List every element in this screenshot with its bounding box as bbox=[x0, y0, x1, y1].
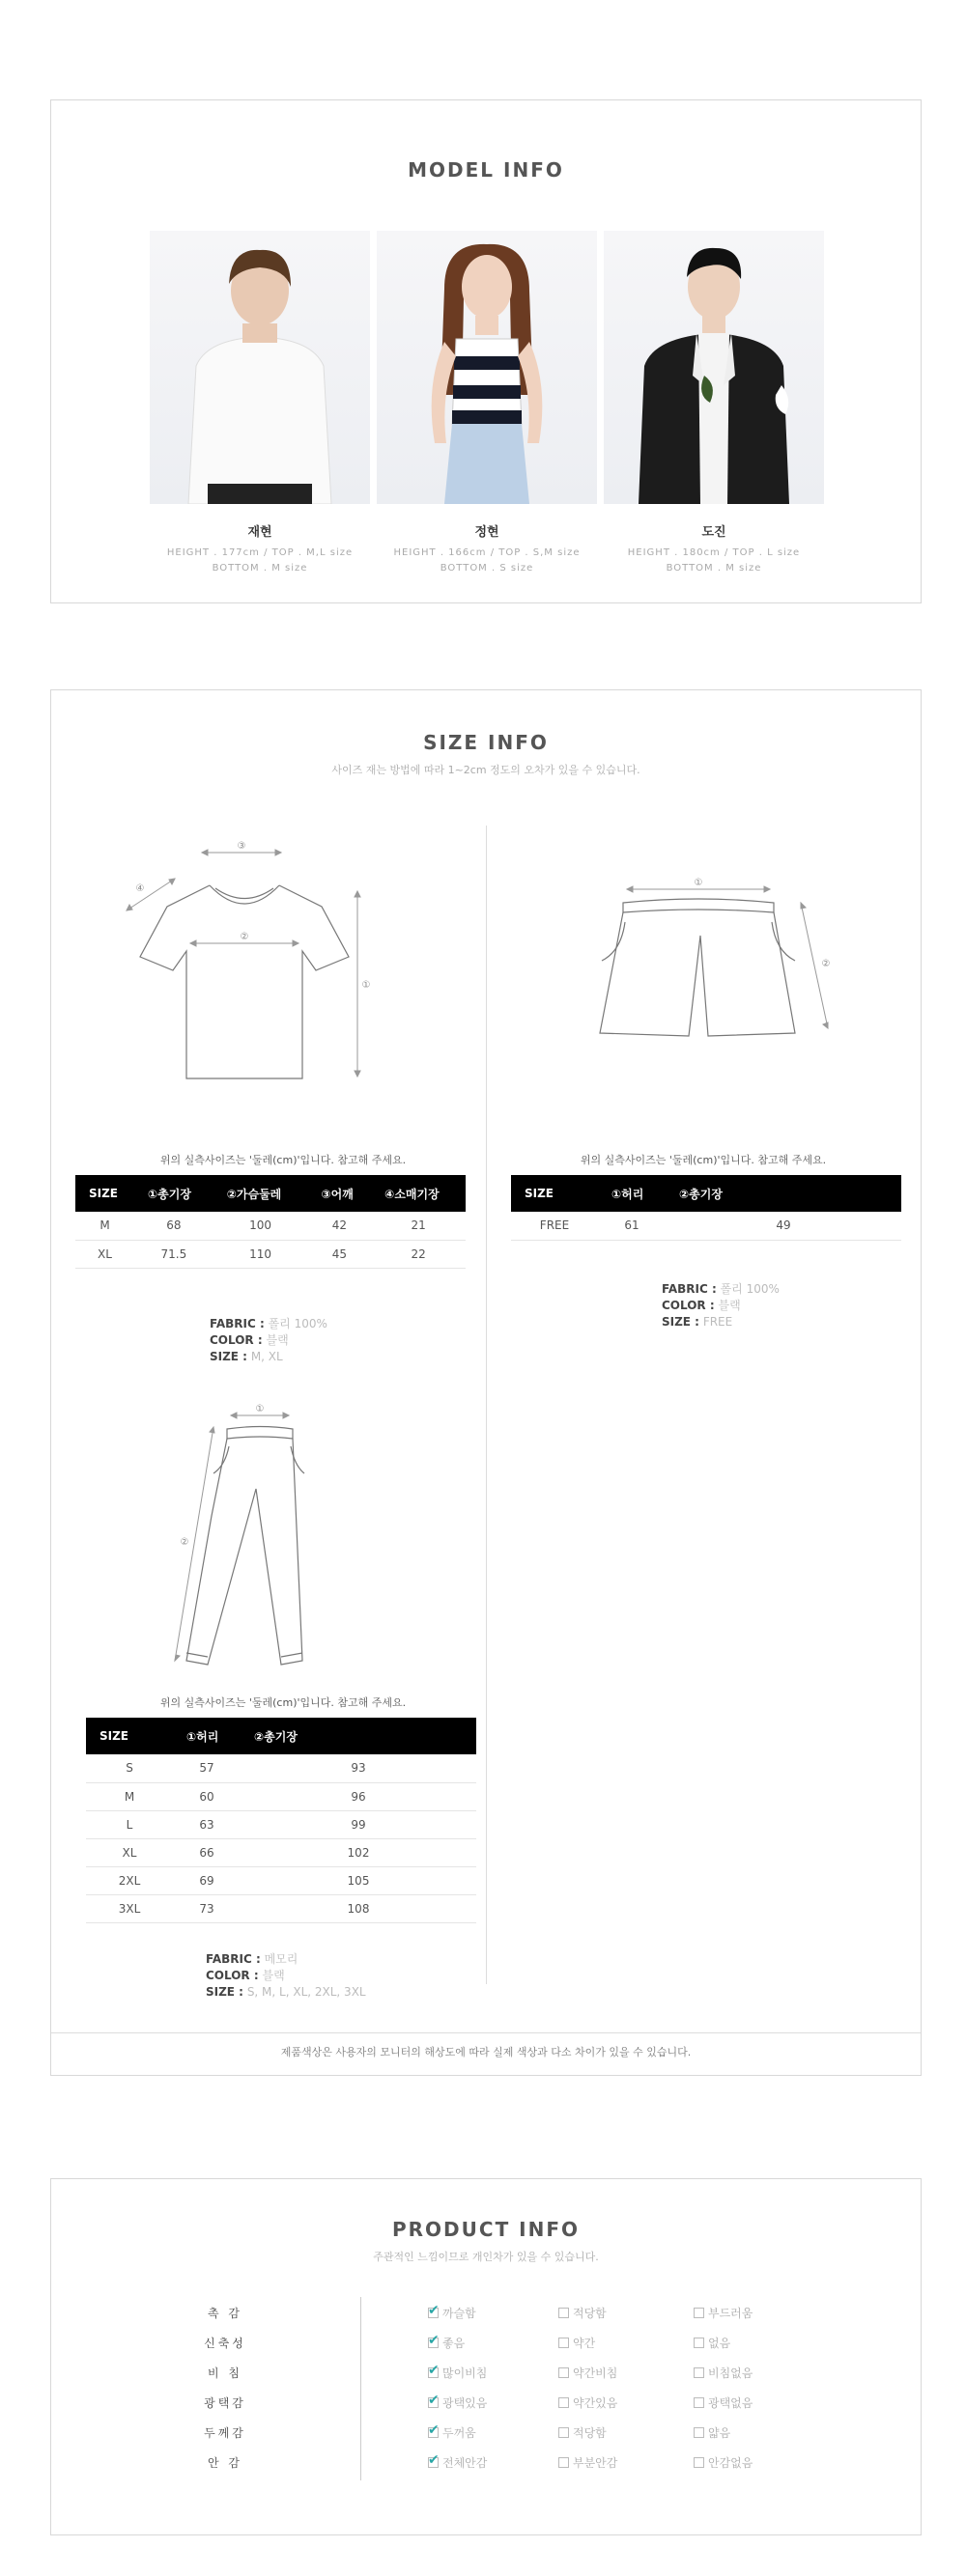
checked-box-icon bbox=[428, 2427, 439, 2438]
product-info-label: 신축성 bbox=[204, 2337, 246, 2350]
product-info-label: 안 감 bbox=[208, 2456, 242, 2470]
size-value: S, M, L, XL, 2XL, 3XL bbox=[246, 1985, 366, 1999]
table-header-cell: ④소매기장 bbox=[371, 1175, 466, 1212]
table-cell: 102 bbox=[241, 1838, 476, 1866]
product-info-label: 비 침 bbox=[208, 2366, 242, 2380]
product-info-row bbox=[51, 2454, 921, 2483]
checkbox-icon bbox=[694, 2367, 704, 2378]
product-info-option bbox=[694, 2305, 753, 2321]
table-cell: XL bbox=[86, 1838, 173, 1866]
tshirt-diagram bbox=[109, 835, 418, 1096]
svg-text:④: ④ bbox=[135, 883, 145, 894]
checked-box-icon bbox=[428, 2367, 439, 2378]
product-info-option bbox=[428, 2424, 476, 2441]
table-cell: 45 bbox=[308, 1240, 372, 1268]
option-label: 약간있음 bbox=[573, 2396, 618, 2410]
product-info-option bbox=[558, 2394, 617, 2411]
top-size-table bbox=[75, 1175, 466, 1269]
svg-text:①: ① bbox=[361, 980, 371, 991]
shorts-size-table bbox=[511, 1175, 901, 1241]
checkbox-icon bbox=[558, 2308, 569, 2318]
model-spec: HEIGHT . 180cm / TOP . L size bbox=[627, 547, 801, 558]
product-info-row bbox=[51, 2424, 921, 2453]
table-row bbox=[86, 1810, 476, 1838]
model-name: 도진 bbox=[701, 525, 726, 540]
fabric-value: 메모리 bbox=[264, 1952, 298, 1966]
option-label: 전체안감 bbox=[442, 2456, 488, 2470]
product-info-option bbox=[558, 2424, 607, 2441]
product-info-row bbox=[51, 2365, 921, 2394]
table-cell: S bbox=[86, 1754, 173, 1782]
pants-fabric-info: FABRIC : 메모리 COLOR : 블랙 SIZE : S, M, L, XL, 2XL, 3XL bbox=[206, 1952, 366, 1999]
product-info-label: 광택감 bbox=[204, 2396, 246, 2410]
table-header-cell: ②총기장 bbox=[241, 1718, 476, 1754]
table-row bbox=[511, 1212, 901, 1240]
option-label: 부분안감 bbox=[573, 2456, 618, 2470]
model-spec-bottom: BOTTOM . M size bbox=[666, 563, 762, 574]
model-card bbox=[150, 231, 370, 576]
pants-size-table bbox=[86, 1718, 476, 1923]
table-cell: 49 bbox=[666, 1212, 901, 1240]
checkbox-icon bbox=[694, 2457, 704, 2468]
model-photo bbox=[150, 231, 370, 504]
color-value: 블랙 bbox=[718, 1299, 741, 1312]
table-cell: M bbox=[86, 1782, 173, 1810]
checkbox-icon bbox=[694, 2338, 704, 2348]
checked-box-icon bbox=[428, 2308, 439, 2318]
color-value: 블랙 bbox=[262, 1969, 285, 1982]
option-label: 두꺼움 bbox=[442, 2426, 476, 2440]
fabric-value: 폴리 100% bbox=[268, 1317, 327, 1330]
table-row bbox=[86, 1866, 476, 1894]
measure-note: 위의 실측사이즈는 '둘레(cm)'입니다. 참고해 주세요. bbox=[159, 1154, 407, 1166]
table-cell: L bbox=[86, 1810, 173, 1838]
table-header-cell: ②가슴둘레 bbox=[213, 1175, 308, 1212]
table-cell: 100 bbox=[213, 1212, 308, 1240]
model-spec-bottom: BOTTOM . M size bbox=[212, 563, 308, 574]
table-row bbox=[86, 1894, 476, 1922]
pants-diagram bbox=[167, 1400, 399, 1680]
option-label: 많이비침 bbox=[442, 2366, 488, 2380]
footnote-divider bbox=[51, 2032, 921, 2033]
measure-note-right: 위의 실측사이즈는 '둘레(cm)'입니다. 참고해 주세요. bbox=[580, 1154, 827, 1166]
model-name: 재현 bbox=[247, 525, 272, 540]
table-header-cell: ①허리 bbox=[598, 1175, 666, 1212]
product-info-option bbox=[694, 2424, 730, 2441]
size-value: M, XL bbox=[250, 1350, 283, 1363]
option-label: 약간 bbox=[573, 2337, 596, 2350]
model-card bbox=[604, 231, 824, 576]
fabric-value: 폴리 100% bbox=[720, 1282, 780, 1296]
shorts-fabric-info: FABRIC : 폴리 100% COLOR : 블랙 SIZE : FREE bbox=[662, 1282, 780, 1329]
table-header-cell: SIZE bbox=[511, 1175, 598, 1212]
svg-text:①: ① bbox=[694, 878, 703, 888]
option-label: 까슬함 bbox=[442, 2307, 476, 2320]
table-header-cell: SIZE bbox=[75, 1175, 134, 1212]
measure-note-pants: 위의 실측사이즈는 '둘레(cm)'입니다. 참고해 주세요. bbox=[159, 1696, 407, 1709]
table-cell: 108 bbox=[241, 1894, 476, 1922]
product-info-row bbox=[51, 2305, 921, 2334]
table-cell: 42 bbox=[308, 1212, 372, 1240]
table-cell: 2XL bbox=[86, 1866, 173, 1894]
product-info-option bbox=[694, 2454, 753, 2471]
product-info-row bbox=[51, 2394, 921, 2423]
svg-text:③: ③ bbox=[237, 841, 246, 852]
shorts-diagram bbox=[563, 874, 892, 1048]
option-label: 안감없음 bbox=[708, 2456, 753, 2470]
table-row bbox=[75, 1240, 466, 1268]
model-photo bbox=[604, 231, 824, 504]
product-info-option bbox=[558, 2305, 607, 2321]
checkbox-icon bbox=[694, 2427, 704, 2438]
size-info-title: SIZE INFO bbox=[423, 731, 549, 754]
table-cell: 21 bbox=[371, 1212, 466, 1240]
product-info-option bbox=[694, 2394, 753, 2411]
table-cell: 63 bbox=[173, 1810, 241, 1838]
option-label: 적당함 bbox=[573, 2307, 607, 2320]
option-label: 좋음 bbox=[442, 2337, 466, 2350]
checked-box-icon bbox=[428, 2457, 439, 2468]
product-info-option bbox=[428, 2305, 476, 2321]
color-footnote: 제품색상은 사용자의 모니터의 해상도에 따라 실제 색상과 다소 차이가 있을 수 있습니다. bbox=[280, 2046, 692, 2058]
table-cell: FREE bbox=[511, 1212, 598, 1240]
model-spec: HEIGHT . 177cm / TOP . M,L size bbox=[166, 547, 354, 558]
size-value: FREE bbox=[702, 1315, 733, 1329]
model-info-title: MODEL INFO bbox=[408, 158, 564, 182]
table-header-cell: ②총기장 bbox=[666, 1175, 901, 1212]
svg-text:②: ② bbox=[240, 932, 249, 942]
table-header-cell: SIZE bbox=[86, 1718, 173, 1754]
table-cell: 96 bbox=[241, 1782, 476, 1810]
svg-text:①: ① bbox=[255, 1404, 265, 1414]
table-cell: XL bbox=[75, 1240, 134, 1268]
table-header-cell: ③어깨 bbox=[308, 1175, 372, 1212]
checkbox-icon bbox=[694, 2397, 704, 2408]
option-label: 약간비침 bbox=[573, 2366, 618, 2380]
size-info-subtitle: 사이즈 재는 방법에 따라 1~2cm 정도의 오차가 있을 수 있습니다. bbox=[331, 764, 640, 776]
svg-text:②: ② bbox=[821, 959, 831, 969]
checkbox-icon bbox=[558, 2397, 569, 2408]
product-info-option bbox=[694, 2335, 730, 2351]
table-cell: 73 bbox=[173, 1894, 241, 1922]
option-label: 얇음 bbox=[708, 2426, 731, 2440]
size-info-section bbox=[50, 689, 922, 2076]
checkbox-icon bbox=[694, 2308, 704, 2318]
product-info-title: PRODUCT INFO bbox=[391, 2218, 581, 2241]
option-label: 비침없음 bbox=[708, 2366, 753, 2380]
product-info-subtitle: 주관적인 느낌이므로 개인차가 있을 수 있습니다. bbox=[373, 2251, 599, 2263]
option-label: 없음 bbox=[708, 2337, 731, 2350]
table-header-cell: ①총기장 bbox=[134, 1175, 213, 1212]
table-cell: 60 bbox=[173, 1782, 241, 1810]
product-info-section bbox=[50, 2178, 922, 2535]
table-cell: 61 bbox=[598, 1212, 666, 1240]
product-info-option bbox=[558, 2454, 617, 2471]
option-label: 부드러움 bbox=[708, 2307, 753, 2320]
product-info-label: 두께감 bbox=[204, 2426, 246, 2440]
table-cell: 3XL bbox=[86, 1894, 173, 1922]
table-cell: M bbox=[75, 1212, 134, 1240]
top-fabric-info: FABRIC : 폴리 100% COLOR : 블랙 SIZE : M, XL bbox=[210, 1317, 327, 1363]
model-name: 정현 bbox=[474, 525, 499, 540]
product-info-label: 촉 감 bbox=[208, 2307, 242, 2320]
svg-text:②: ② bbox=[180, 1537, 189, 1548]
checkbox-icon bbox=[558, 2427, 569, 2438]
checkbox-icon bbox=[558, 2457, 569, 2468]
product-info-option bbox=[428, 2365, 487, 2381]
table-header-cell: ①허리 bbox=[173, 1718, 241, 1754]
model-spec: HEIGHT . 166cm / TOP . S,M size bbox=[393, 547, 581, 558]
product-info-option bbox=[694, 2365, 753, 2381]
column-divider bbox=[486, 826, 487, 1984]
table-cell: 66 bbox=[173, 1838, 241, 1866]
option-label: 광택없음 bbox=[708, 2396, 753, 2410]
model-card bbox=[377, 231, 597, 576]
option-label: 광택있음 bbox=[442, 2396, 488, 2410]
table-cell: 22 bbox=[371, 1240, 466, 1268]
product-info-option bbox=[428, 2454, 487, 2471]
product-info-row bbox=[51, 2335, 921, 2364]
table-row bbox=[86, 1838, 476, 1866]
product-info-option bbox=[428, 2335, 465, 2351]
table-row bbox=[86, 1782, 476, 1810]
table-row bbox=[86, 1754, 476, 1782]
product-info-option bbox=[558, 2335, 595, 2351]
model-photo bbox=[377, 231, 597, 504]
checkbox-icon bbox=[558, 2367, 569, 2378]
table-row bbox=[75, 1212, 466, 1240]
table-cell: 71.5 bbox=[134, 1240, 213, 1268]
table-cell: 110 bbox=[213, 1240, 308, 1268]
product-info-option bbox=[428, 2394, 487, 2411]
table-cell: 99 bbox=[241, 1810, 476, 1838]
product-info-option bbox=[558, 2365, 617, 2381]
model-spec-bottom: BOTTOM . S size bbox=[440, 563, 534, 574]
table-cell: 93 bbox=[241, 1754, 476, 1782]
table-cell: 105 bbox=[241, 1866, 476, 1894]
model-info-section bbox=[50, 99, 922, 603]
checkbox-icon bbox=[558, 2338, 569, 2348]
checked-box-icon bbox=[428, 2397, 439, 2408]
checked-box-icon bbox=[428, 2338, 439, 2348]
table-cell: 57 bbox=[173, 1754, 241, 1782]
table-cell: 68 bbox=[134, 1212, 213, 1240]
color-value: 블랙 bbox=[266, 1333, 289, 1347]
option-label: 적당함 bbox=[573, 2426, 607, 2440]
table-cell: 69 bbox=[173, 1866, 241, 1894]
